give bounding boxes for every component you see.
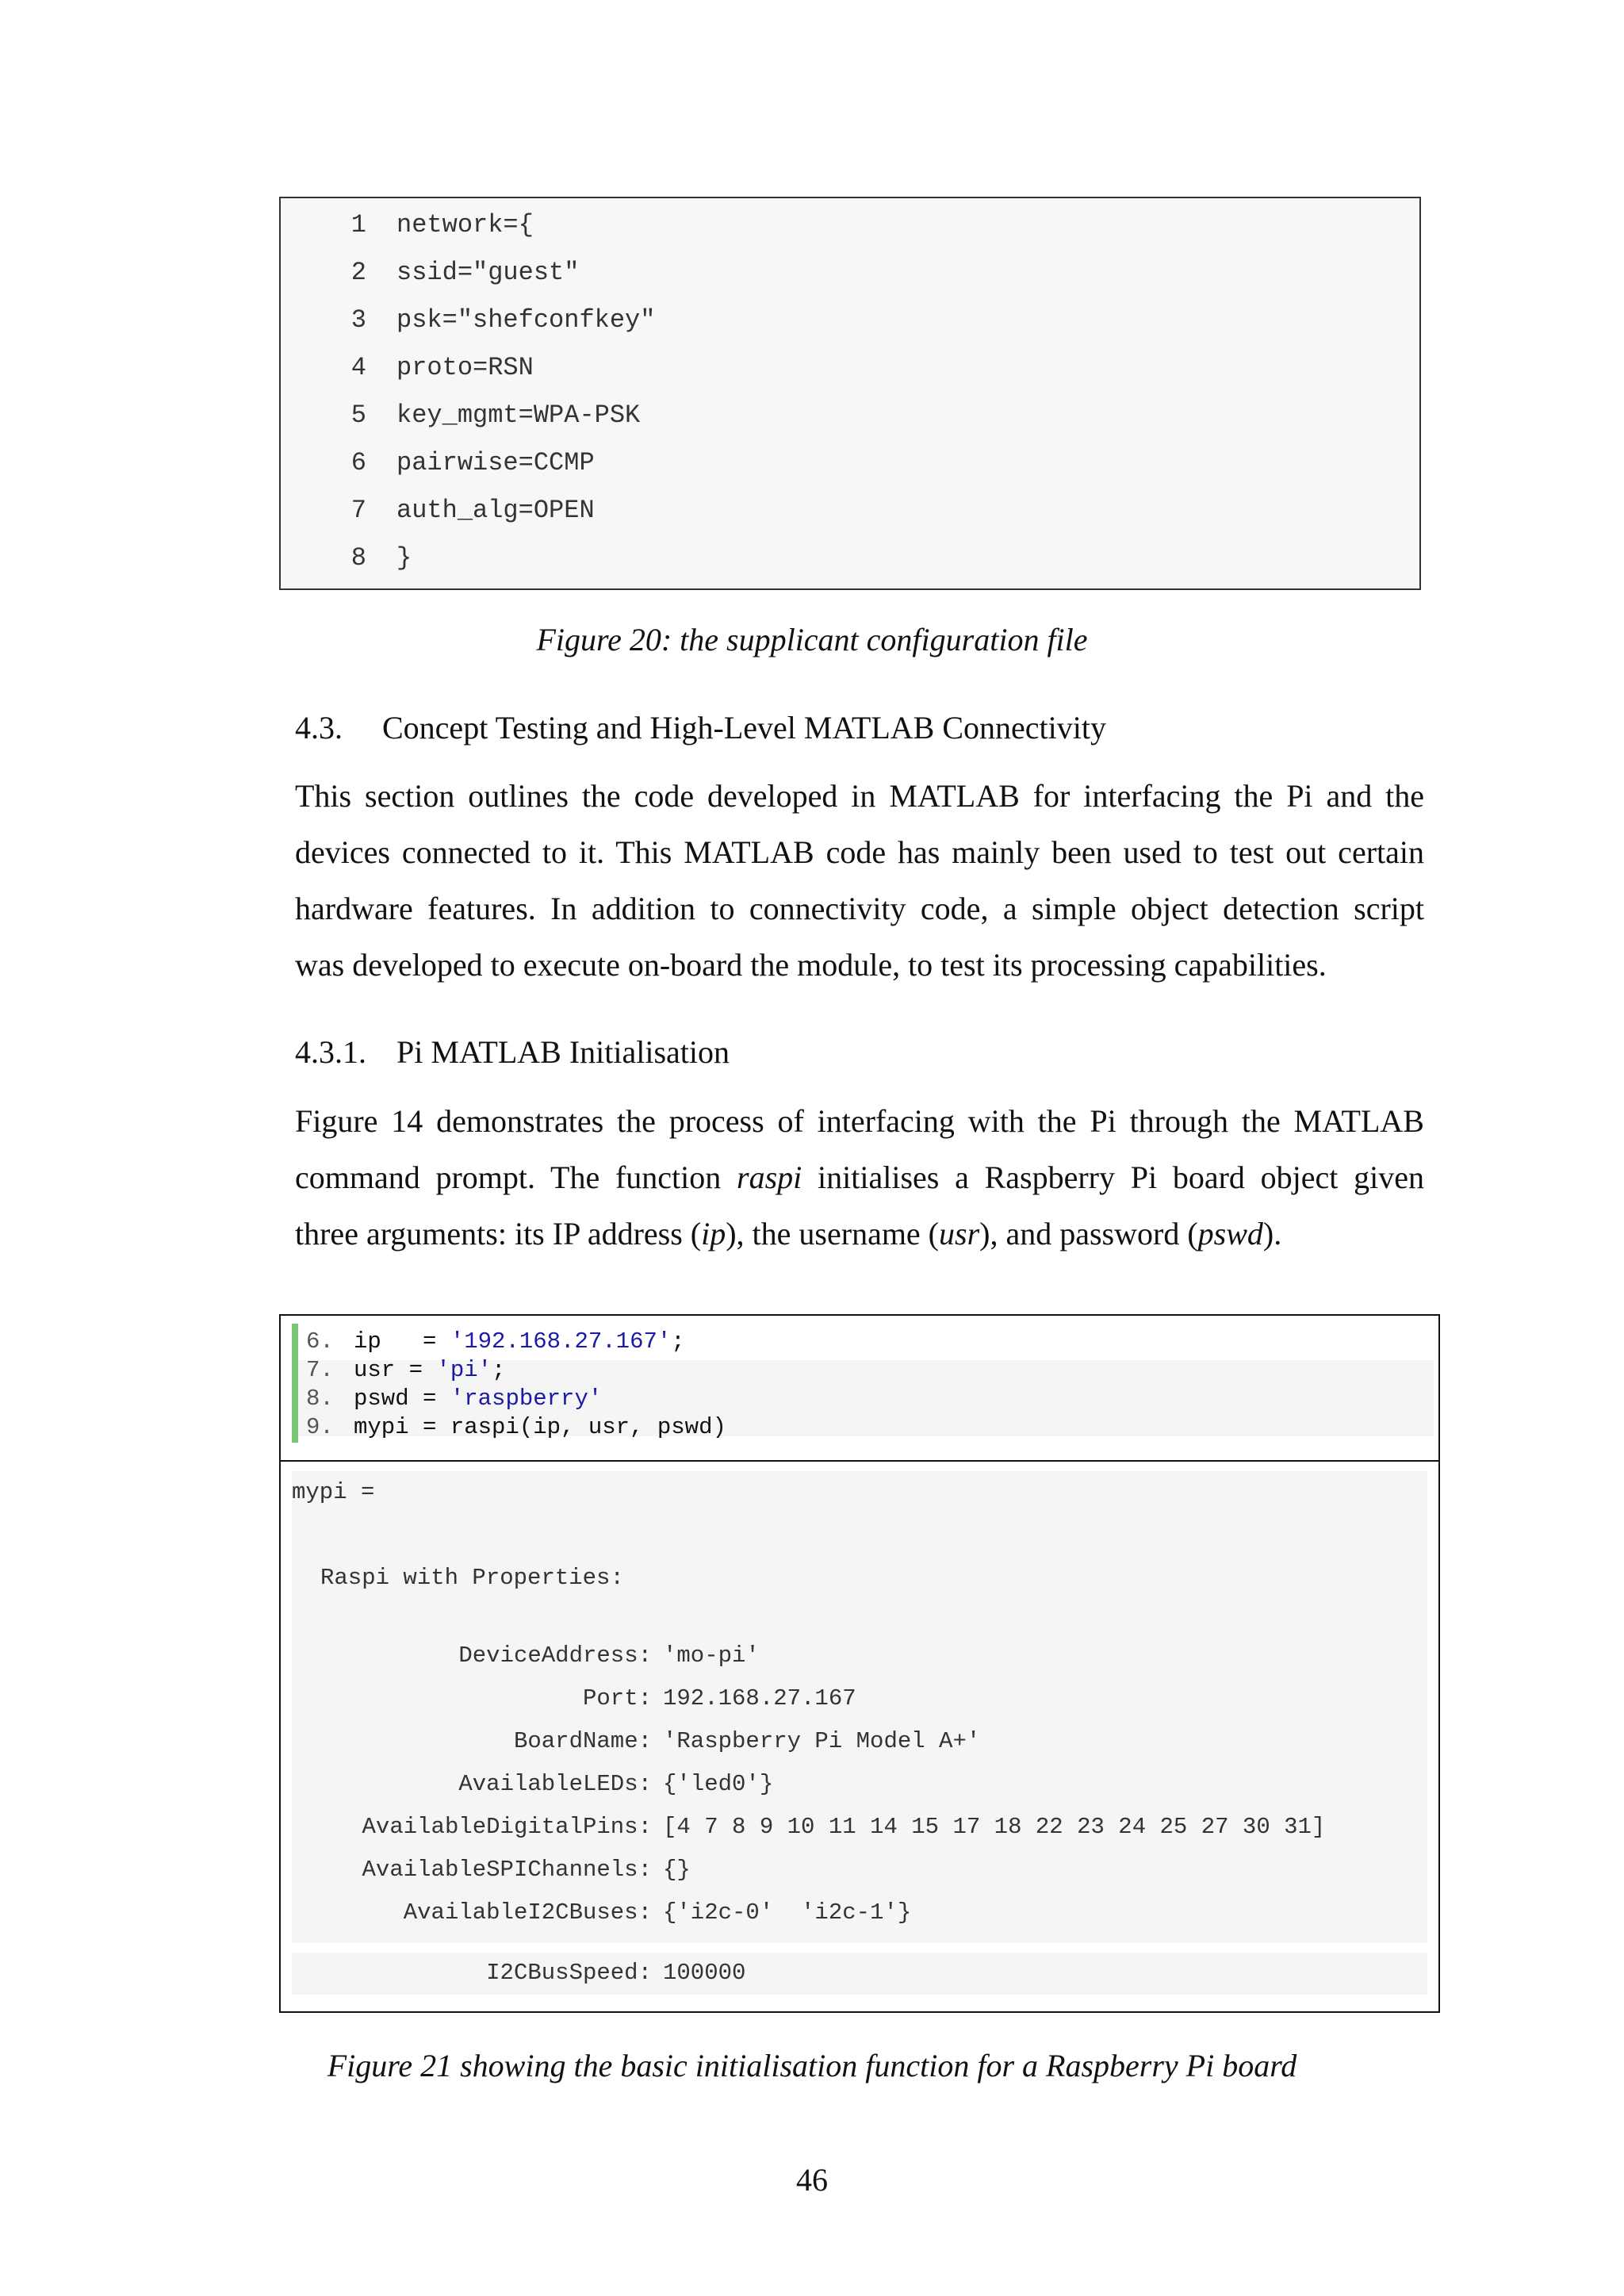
arg-ip: ip	[701, 1216, 726, 1251]
text-run: ).	[1262, 1216, 1282, 1251]
line-number: 4	[350, 353, 366, 382]
property-value: {'led0'}	[663, 1771, 774, 1797]
property-key: AvailableDigitalPins:	[362, 1814, 652, 1840]
text-run: initialises a Raspberry Pi board object given	[802, 1159, 1424, 1195]
paragraph-line: hardware features. In addition to connectivity code, a simple object detection script	[295, 891, 1424, 926]
property-key: Port:	[582, 1685, 652, 1711]
property-value: 192.168.27.167	[663, 1685, 856, 1711]
line-number: 3	[350, 305, 366, 335]
output-variable: mypi =	[292, 1479, 375, 1505]
paragraph-line: Figure 14 demonstrates the process of interfacing with the Pi through the MATLAB	[295, 1103, 1424, 1139]
code-text: ;	[671, 1328, 685, 1355]
function-name-raspi: raspi	[737, 1159, 802, 1195]
code-text: ip =	[354, 1328, 450, 1355]
input-line	[306, 1355, 505, 1386]
line-number: 1	[350, 210, 366, 240]
text-run: three arguments: its IP address (	[295, 1216, 702, 1251]
section-paragraph	[295, 768, 1424, 993]
code-line	[281, 392, 1419, 439]
subsection-number: 4.3.1.	[295, 1034, 366, 1070]
string-literal: '192.168.27.167'	[450, 1328, 672, 1355]
property-key: DeviceAddress:	[458, 1642, 652, 1669]
paragraph-line: was developed to execute on-board the module, to test its processing capabilities.	[295, 947, 1327, 983]
property-key: BoardName:	[513, 1728, 652, 1754]
code-line	[281, 439, 1419, 487]
paragraph-line: devices connected to it. This MATLAB code has mainly been used to test out certain	[295, 834, 1424, 870]
code-line	[281, 344, 1419, 392]
subsection-title: Pi MATLAB Initialisation	[396, 1034, 730, 1070]
property-key: AvailableSPIChannels:	[362, 1857, 652, 1883]
property-value: [4 7 8 9 10 11 14 15 17 18 22 23 24 25 27 30 31]	[663, 1814, 1326, 1840]
line-number: 6.	[306, 1328, 334, 1355]
line-number: 7.	[306, 1357, 334, 1383]
paragraph-line	[295, 1149, 1424, 1205]
text-run: ), and password (	[979, 1216, 1198, 1251]
code-line	[281, 249, 1419, 297]
paragraph-line: This section outlines the code developed in MATLAB for interfacing the Pi and the	[295, 778, 1424, 814]
input-line	[306, 1327, 685, 1357]
code-line	[281, 297, 1419, 344]
property-key: AvailableI2CBuses:	[403, 1899, 652, 1926]
section-heading	[295, 708, 1106, 748]
string-literal: 'raspberry'	[450, 1386, 603, 1412]
arg-pswd: pswd	[1197, 1216, 1263, 1251]
code-text: pswd =	[354, 1386, 450, 1412]
subsection-paragraph	[295, 1093, 1424, 1262]
property-value: 'mo-pi'	[663, 1642, 760, 1669]
input-output-divider	[281, 1460, 1438, 1462]
output-header: Raspi with Properties:	[320, 1565, 624, 1591]
matlab-init-figure	[279, 1314, 1440, 2013]
input-line	[306, 1412, 726, 1443]
property-key: I2CBusSpeed:	[486, 1960, 652, 1986]
line-number: 5	[350, 401, 366, 430]
property-value: 100000	[663, 1960, 746, 1986]
text-run: command prompt. The function	[295, 1159, 737, 1195]
matlab-output	[292, 1471, 1427, 1995]
figure-21-caption: Figure 21 showing the basic initialisation function for a Raspberry Pi board	[327, 2048, 1297, 2083]
line-number: 9.	[306, 1414, 334, 1440]
code-text: ;	[492, 1357, 506, 1383]
output-gap	[292, 1943, 1427, 1953]
supplicant-config-code-block	[279, 197, 1421, 590]
figure-20-caption: Figure 20: the supplicant configuration file	[536, 622, 1088, 657]
code-text: auth_alg=OPEN	[396, 496, 595, 525]
line-number: 8	[350, 543, 366, 573]
code-text: pairwise=CCMP	[396, 448, 595, 477]
section-number: 4.3.	[295, 710, 343, 746]
input-line	[306, 1384, 602, 1414]
code-text: network={	[396, 210, 534, 240]
code-text: key_mgmt=WPA-PSK	[396, 401, 641, 430]
code-text: usr =	[354, 1357, 437, 1383]
property-value: 'Raspberry Pi Model A+'	[663, 1728, 981, 1754]
code-text: ssid="guest"	[396, 258, 580, 287]
text-run: ), the username (	[726, 1216, 940, 1251]
line-number: 8.	[306, 1386, 334, 1412]
code-text: proto=RSN	[396, 353, 534, 382]
line-number: 6	[350, 448, 366, 477]
code-text: mypi = raspi(ip, usr, pswd)	[354, 1414, 726, 1440]
property-key: AvailableLEDs:	[458, 1771, 652, 1797]
paragraph-line	[295, 1205, 1424, 1262]
arg-usr: usr	[939, 1216, 980, 1251]
section-title: Concept Testing and High-Level MATLAB Connectivity	[382, 710, 1106, 746]
code-line	[281, 535, 1419, 582]
property-value: {'i2c-0' 'i2c-1'}	[663, 1899, 912, 1926]
property-value: {}	[663, 1857, 691, 1883]
code-line	[281, 201, 1419, 249]
code-line	[281, 487, 1419, 535]
code-text: }	[396, 543, 412, 573]
subsection-heading	[295, 1033, 730, 1072]
line-number: 7	[350, 496, 366, 525]
code-text: psk="shefconfkey"	[396, 305, 656, 335]
page-number: 46	[796, 2162, 828, 2198]
matlab-input-code	[292, 1324, 1434, 1443]
line-number: 2	[350, 258, 366, 287]
string-literal: 'pi'	[436, 1357, 492, 1383]
